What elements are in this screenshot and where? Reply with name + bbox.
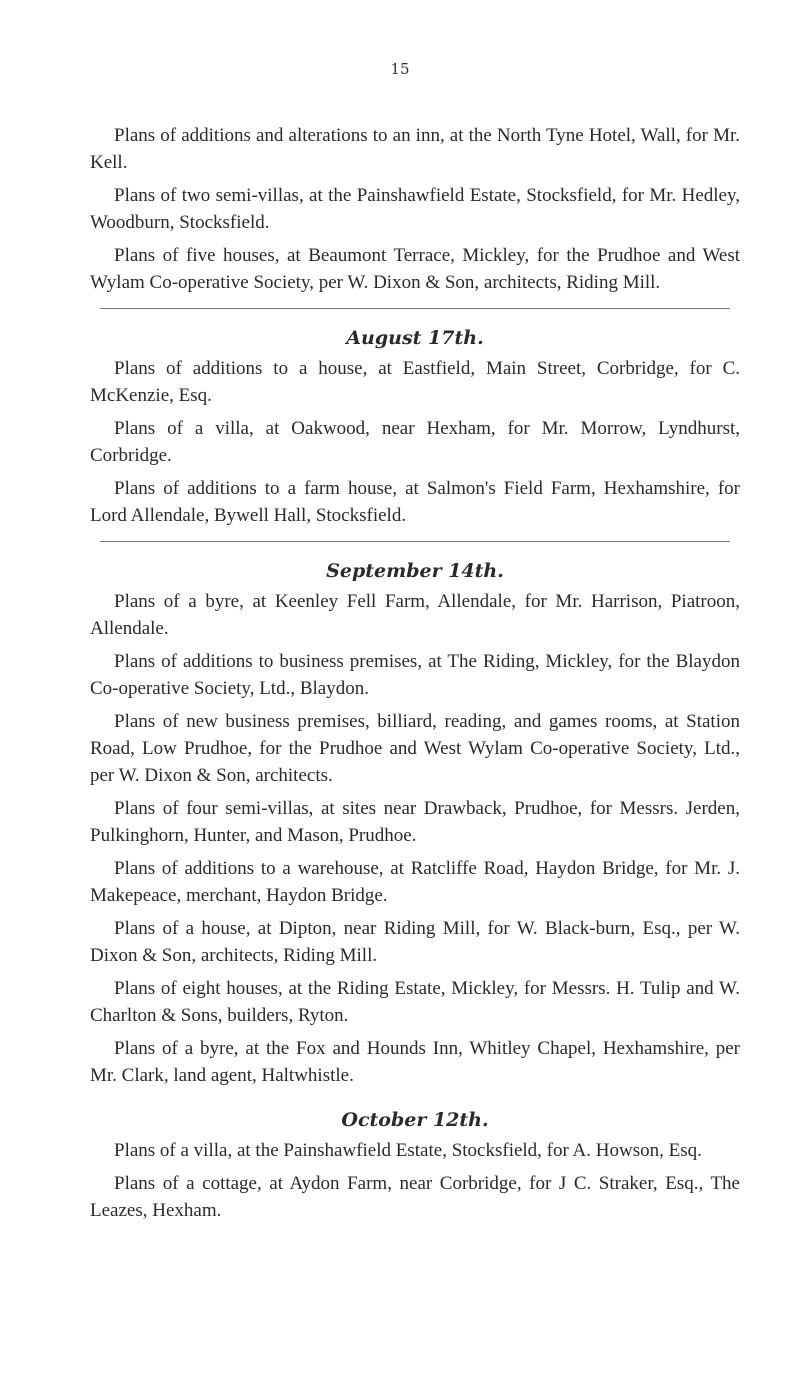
entry-paragraph: Plans of a byre, at the Fox and Hounds Inn, Whitley Chapel, Hexhamshire, per Mr. Clark, land agent, Haltwhistle. (90, 1038, 740, 1086)
section-september (90, 560, 740, 1089)
entry-paragraph: Plans of four semi-villas, at sites near Drawback, Prudhoe, for Messrs. Jerden, Pulkinghorn, Hunter, and Mason, Prudhoe. (90, 798, 740, 846)
section-august (90, 327, 740, 529)
date-heading: September 14th. (326, 560, 504, 582)
entry-paragraph: Plans of additions to a house, at Eastfield, Main Street, Corbridge, for C. McKenzie, Esq. (90, 358, 740, 406)
section-spacer (90, 1095, 740, 1109)
date-heading: October 12th. (341, 1109, 489, 1131)
entry-paragraph: Plans of additions to business premises, at The Riding, Mickley, for the Blaydon Co-operative Society, Ltd., Blaydon. (90, 651, 740, 699)
document-body (90, 122, 740, 1230)
entry-paragraph: Plans of eight houses, at the Riding Estate, Mickley, for Messrs. H. Tulip and W. Charlton & Sons, builders, Ryton. (90, 978, 740, 1026)
entry-paragraph: Plans of additions and alterations to an inn, at the North Tyne Hotel, Wall, for Mr. Kell. (90, 125, 740, 173)
section-divider (100, 308, 730, 309)
page-number: 15 (390, 60, 410, 78)
entry-paragraph: Plans of new business premises, billiard, reading, and games rooms, at Station Road, Low Prudhoe, for the Prudhoe and West Wylam Co-operative Society, Ltd., per W. Dixon & Son, architects. (90, 711, 740, 786)
entry-paragraph: Plans of additions to a farm house, at Salmon's Field Farm, Hexhamshire, for Lord Allendale, Bywell Hall, Stocksfield. (90, 478, 740, 526)
entry-paragraph: Plans of a villa, at Oakwood, near Hexham, for Mr. Morrow, Lyndhurst, Corbridge. (90, 418, 740, 466)
section-october (90, 1109, 740, 1224)
entry-paragraph: Plans of a house, at Dipton, near Riding Mill, for W. Black-burn, Esq., per W. Dixon & Son, architects, Riding Mill. (90, 918, 740, 966)
entry-paragraph: Plans of a villa, at the Painshawfield Estate, Stocksfield, for A. Howson, Esq. (114, 1140, 702, 1161)
entry-paragraph: Plans of two semi-villas, at the Painshawfield Estate, Stocksfield, for Mr. Hedley, Woodburn, Stocksfield. (90, 185, 740, 233)
entry-paragraph: Plans of a cottage, at Aydon Farm, near Corbridge, for J C. Straker, Esq., The Leazes, Hexham. (90, 1173, 740, 1221)
date-heading: August 17th. (346, 327, 484, 349)
entry-paragraph: Plans of additions to a warehouse, at Ratcliffe Road, Haydon Bridge, for Mr. J. Makepeace, merchant, Haydon Bridge. (90, 858, 740, 906)
entry-paragraph: Plans of a byre, at Keenley Fell Farm, Allendale, for Mr. Harrison, Piatroon, Allendale. (90, 591, 740, 639)
entry-paragraph: Plans of five houses, at Beaumont Terrace, Mickley, for the Prudhoe and West Wylam Co-operative Society, per W. Dixon & Son, architects, Riding Mill. (90, 245, 740, 293)
section-divider (100, 541, 730, 542)
